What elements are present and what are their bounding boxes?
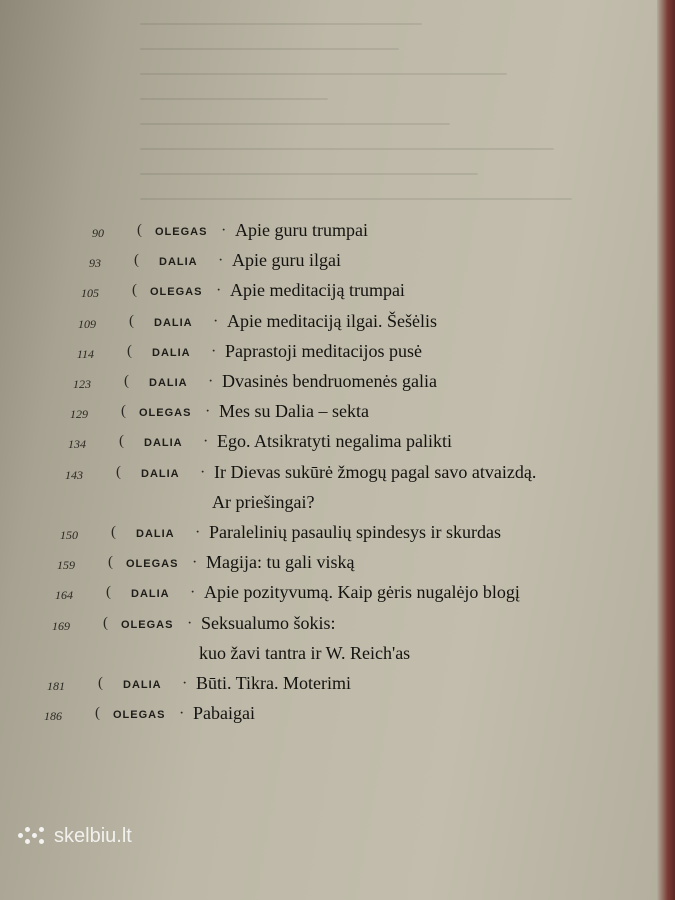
toc-title: Seksualumo šokis: <box>201 612 336 633</box>
toc-dot: · <box>179 705 185 723</box>
toc-author: OLEGAS <box>155 226 208 238</box>
toc-entry <box>0 550 675 580</box>
toc-author: OLEGAS <box>113 709 166 722</box>
toc-title: Apie pozityvumą. Kaip gėris nugalėjo blogį <box>204 582 520 603</box>
watermark-text: skelbiu.lt <box>54 824 132 847</box>
toc-page-number: 169 <box>52 618 70 633</box>
toc-page-number: 90 <box>92 226 104 240</box>
toc-page-number: 93 <box>89 256 101 271</box>
toc-dot: · <box>187 614 193 632</box>
toc-page-number: 109 <box>78 316 96 331</box>
toc-paren: ( <box>106 584 111 601</box>
toc-dot: · <box>211 342 217 360</box>
toc-author: OLEGAS <box>139 407 192 420</box>
toc-dot: · <box>200 463 206 481</box>
toc-page-number: 134 <box>68 437 86 452</box>
toc-page-number: 114 <box>76 346 94 361</box>
toc-dot: · <box>218 252 224 270</box>
toc-dot: · <box>221 222 227 239</box>
toc-paren: ( <box>129 312 134 329</box>
toc-title: Ego. Atsikratyti negalima palikti <box>217 431 452 452</box>
toc-title: Apie guru ilgai <box>232 250 341 271</box>
toc-dot: · <box>190 584 196 602</box>
toc-paren: ( <box>103 614 108 631</box>
toc-entry <box>0 218 675 248</box>
toc-paren: ( <box>119 433 124 450</box>
toc-author: DALIA <box>152 346 191 359</box>
toc-paren: ( <box>124 373 129 389</box>
toc-page-number: 129 <box>70 407 88 422</box>
toc-entry <box>0 278 675 308</box>
toc-entry <box>0 460 675 512</box>
toc-paren: ( <box>108 554 113 571</box>
toc-title: Mes su Dalia – sekta <box>219 401 369 422</box>
toc-page-number: 123 <box>73 377 91 391</box>
toc-author: DALIA <box>141 467 180 480</box>
toc-paren: ( <box>95 705 100 722</box>
toc-paren: ( <box>127 342 132 359</box>
toc-entry <box>0 611 675 663</box>
toc-entry <box>0 309 675 339</box>
toc-entry <box>0 369 675 399</box>
toc-page-number: 105 <box>81 286 99 301</box>
toc-paren: ( <box>121 403 126 420</box>
toc-page-number: 150 <box>60 528 78 542</box>
toc-author: DALIA <box>131 588 170 601</box>
toc-dot: · <box>182 675 188 692</box>
toc-paren: ( <box>134 252 139 269</box>
toc-paren: ( <box>137 222 142 238</box>
toc-title: Apie meditaciją trumpai <box>230 280 405 301</box>
toc-paren: ( <box>132 282 137 299</box>
toc-dot: · <box>192 554 198 572</box>
toc-entry <box>0 580 675 610</box>
toc-dot: · <box>216 282 222 300</box>
toc-entry <box>0 520 675 550</box>
toc-author: OLEGAS <box>150 286 203 299</box>
toc-dot: · <box>205 403 211 421</box>
toc-page-number: 159 <box>57 558 75 573</box>
toc-page-number: 186 <box>44 709 62 724</box>
toc-paren: ( <box>116 463 121 480</box>
toc-author: DALIA <box>144 437 183 450</box>
toc-title: Ir Dievas sukūrė žmogų pagal savo atvaizdą. <box>214 461 537 482</box>
toc-title: Ar priešingai? <box>212 491 315 512</box>
toc-title: kuo žavi tantra ir W. Reich'as <box>199 642 411 663</box>
toc-title: Apie guru trumpai <box>235 220 368 240</box>
toc-author: DALIA <box>123 679 162 691</box>
toc-entry <box>0 671 675 701</box>
toc-page-number: 164 <box>55 588 73 603</box>
toc-dot: · <box>208 373 214 390</box>
toc-paren: ( <box>98 675 103 691</box>
toc-title: Paprastoji meditacijos pusė <box>225 340 422 361</box>
toc-paren: ( <box>111 524 116 540</box>
toc-entry <box>0 429 675 459</box>
toc-page-number: 143 <box>65 467 83 482</box>
toc-title: Būti. Tikra. Moterimi <box>196 673 352 693</box>
toc-entry <box>0 339 675 369</box>
toc-page-number: 181 <box>47 679 65 693</box>
watermark <box>18 820 132 852</box>
toc-author: DALIA <box>159 256 198 269</box>
toc-author: OLEGAS <box>126 558 179 571</box>
toc-dot: · <box>203 433 209 451</box>
toc-entry <box>0 399 675 429</box>
toc-author: OLEGAS <box>121 618 174 631</box>
toc-entry <box>0 701 675 731</box>
toc-dot: · <box>213 312 219 330</box>
toc-author: DALIA <box>154 316 193 329</box>
toc-author: DALIA <box>136 528 175 540</box>
toc-title: Apie meditaciją ilgai. Šešėlis <box>227 310 437 331</box>
toc-dot: · <box>195 524 201 541</box>
toc-title: Pabaigai <box>193 703 255 724</box>
toc-author: DALIA <box>149 377 188 389</box>
toc-title: Magija: tu gali viską <box>206 552 355 573</box>
watermark-logo-icon <box>18 825 46 847</box>
toc-title: Paralelinių pasaulių spindesys ir skurdas <box>209 522 501 542</box>
toc-entry <box>0 248 675 278</box>
toc-title: Dvasinės bendruomenės galia <box>222 371 437 391</box>
